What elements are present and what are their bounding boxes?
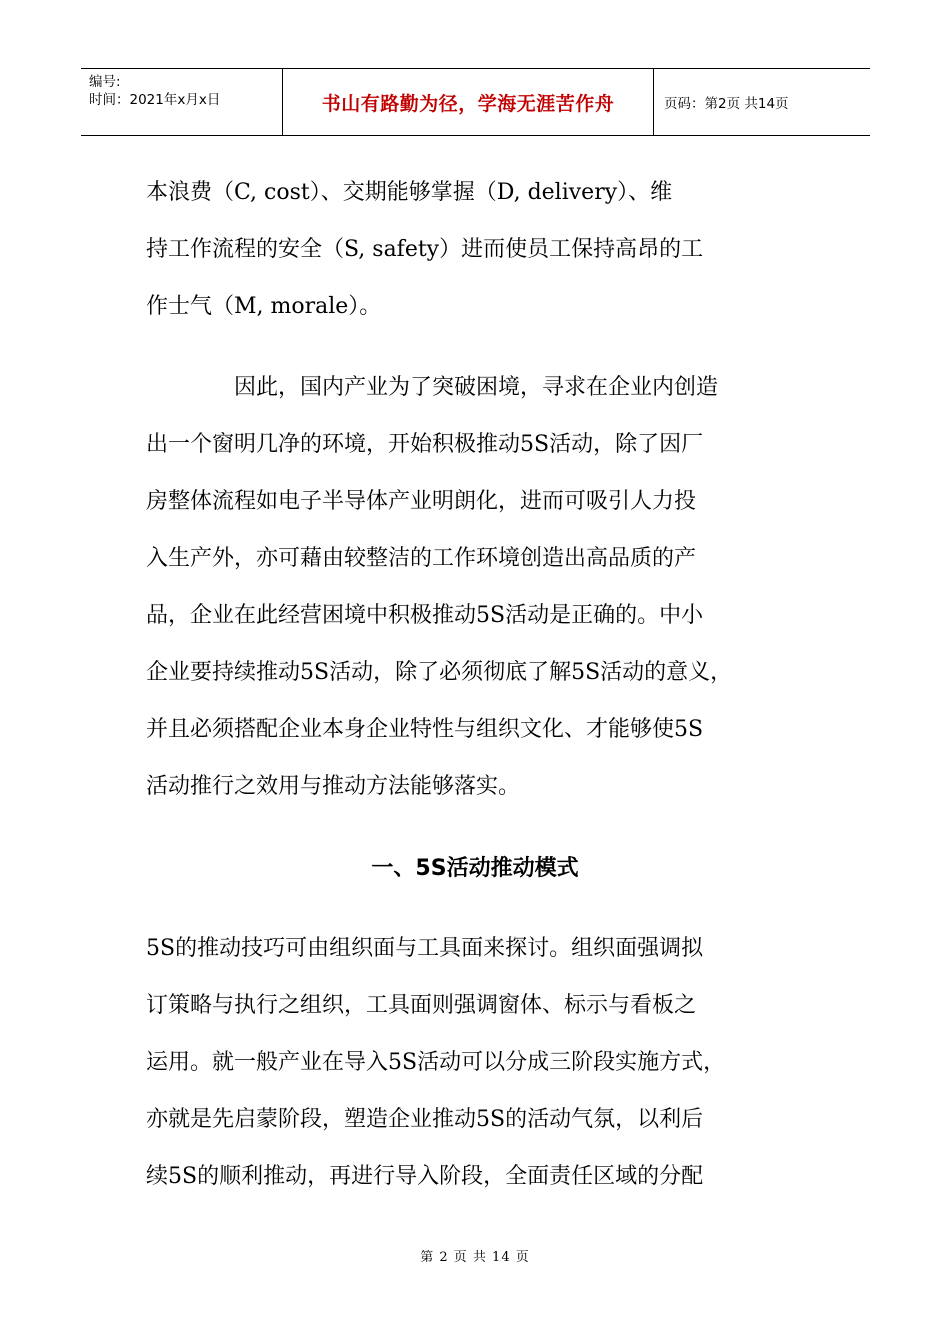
- body-line: 持工作流程的安全（S, safety）进而使员工保持高昂的工: [146, 237, 704, 262]
- body-line: 活动推行之效用与推动方法能够落实。: [146, 774, 521, 799]
- header-page-info: 页码：第2页 共14页: [664, 96, 789, 112]
- body-line: 续5S的顺利推动，再进行导入阶段，全面责任区域的分配: [146, 1164, 704, 1189]
- header-motto: 书山有路勤为径，学海无涯苦作舟: [283, 69, 654, 135]
- body-line: 5S的推动技巧可由组织面与工具面来探讨。组织面强调拟: [146, 936, 704, 961]
- number-label: 编号:: [89, 74, 121, 90]
- body-line: 并且必须搭配企业本身企业特性与组织文化、才能够使5S: [146, 717, 704, 742]
- body-line: 订策略与执行之组织，工具面则强调窗体、标示与看板之: [146, 993, 697, 1018]
- body-line: 作士气（M, morale）。: [146, 294, 382, 319]
- body-line: 出一个窗明几净的环境，开始积极推动5S活动，除了因厂: [146, 432, 704, 457]
- body-line: 本浪费（C, cost）、交期能够掌握（D, delivery）、维: [146, 180, 673, 205]
- body-line-indented: 因此，国内产业为了突破困境，寻求在企业内创造: [234, 375, 719, 400]
- body-line: 运用。就一般产业在导入5S活动可以分成三阶段实施方式，: [146, 1050, 726, 1075]
- section-heading: 一、5S活动推动模式: [371, 856, 579, 881]
- body-line: 品，企业在此经营困境中积极推动5S活动是正确的。中小: [146, 603, 704, 628]
- document-header: [81, 68, 870, 136]
- body-line: 房整体流程如电子半导体产业明朗化，进而可吸引人力投: [146, 489, 697, 514]
- time-label: 时间：2021年x月x日: [89, 92, 221, 108]
- body-line: 亦就是先启蒙阶段，塑造企业推动5S的活动气氛，以利后: [146, 1107, 704, 1132]
- body-line: 入生产外，亦可藉由较整洁的工作环境创造出高品质的产: [146, 546, 697, 571]
- header-meta-cell: [81, 69, 283, 135]
- body-line: 企业要持续推动5S活动，除了必须彻底了解5S活动的意义，: [146, 660, 733, 685]
- page-footer: 第 2 页 共 14 页: [420, 1250, 530, 1265]
